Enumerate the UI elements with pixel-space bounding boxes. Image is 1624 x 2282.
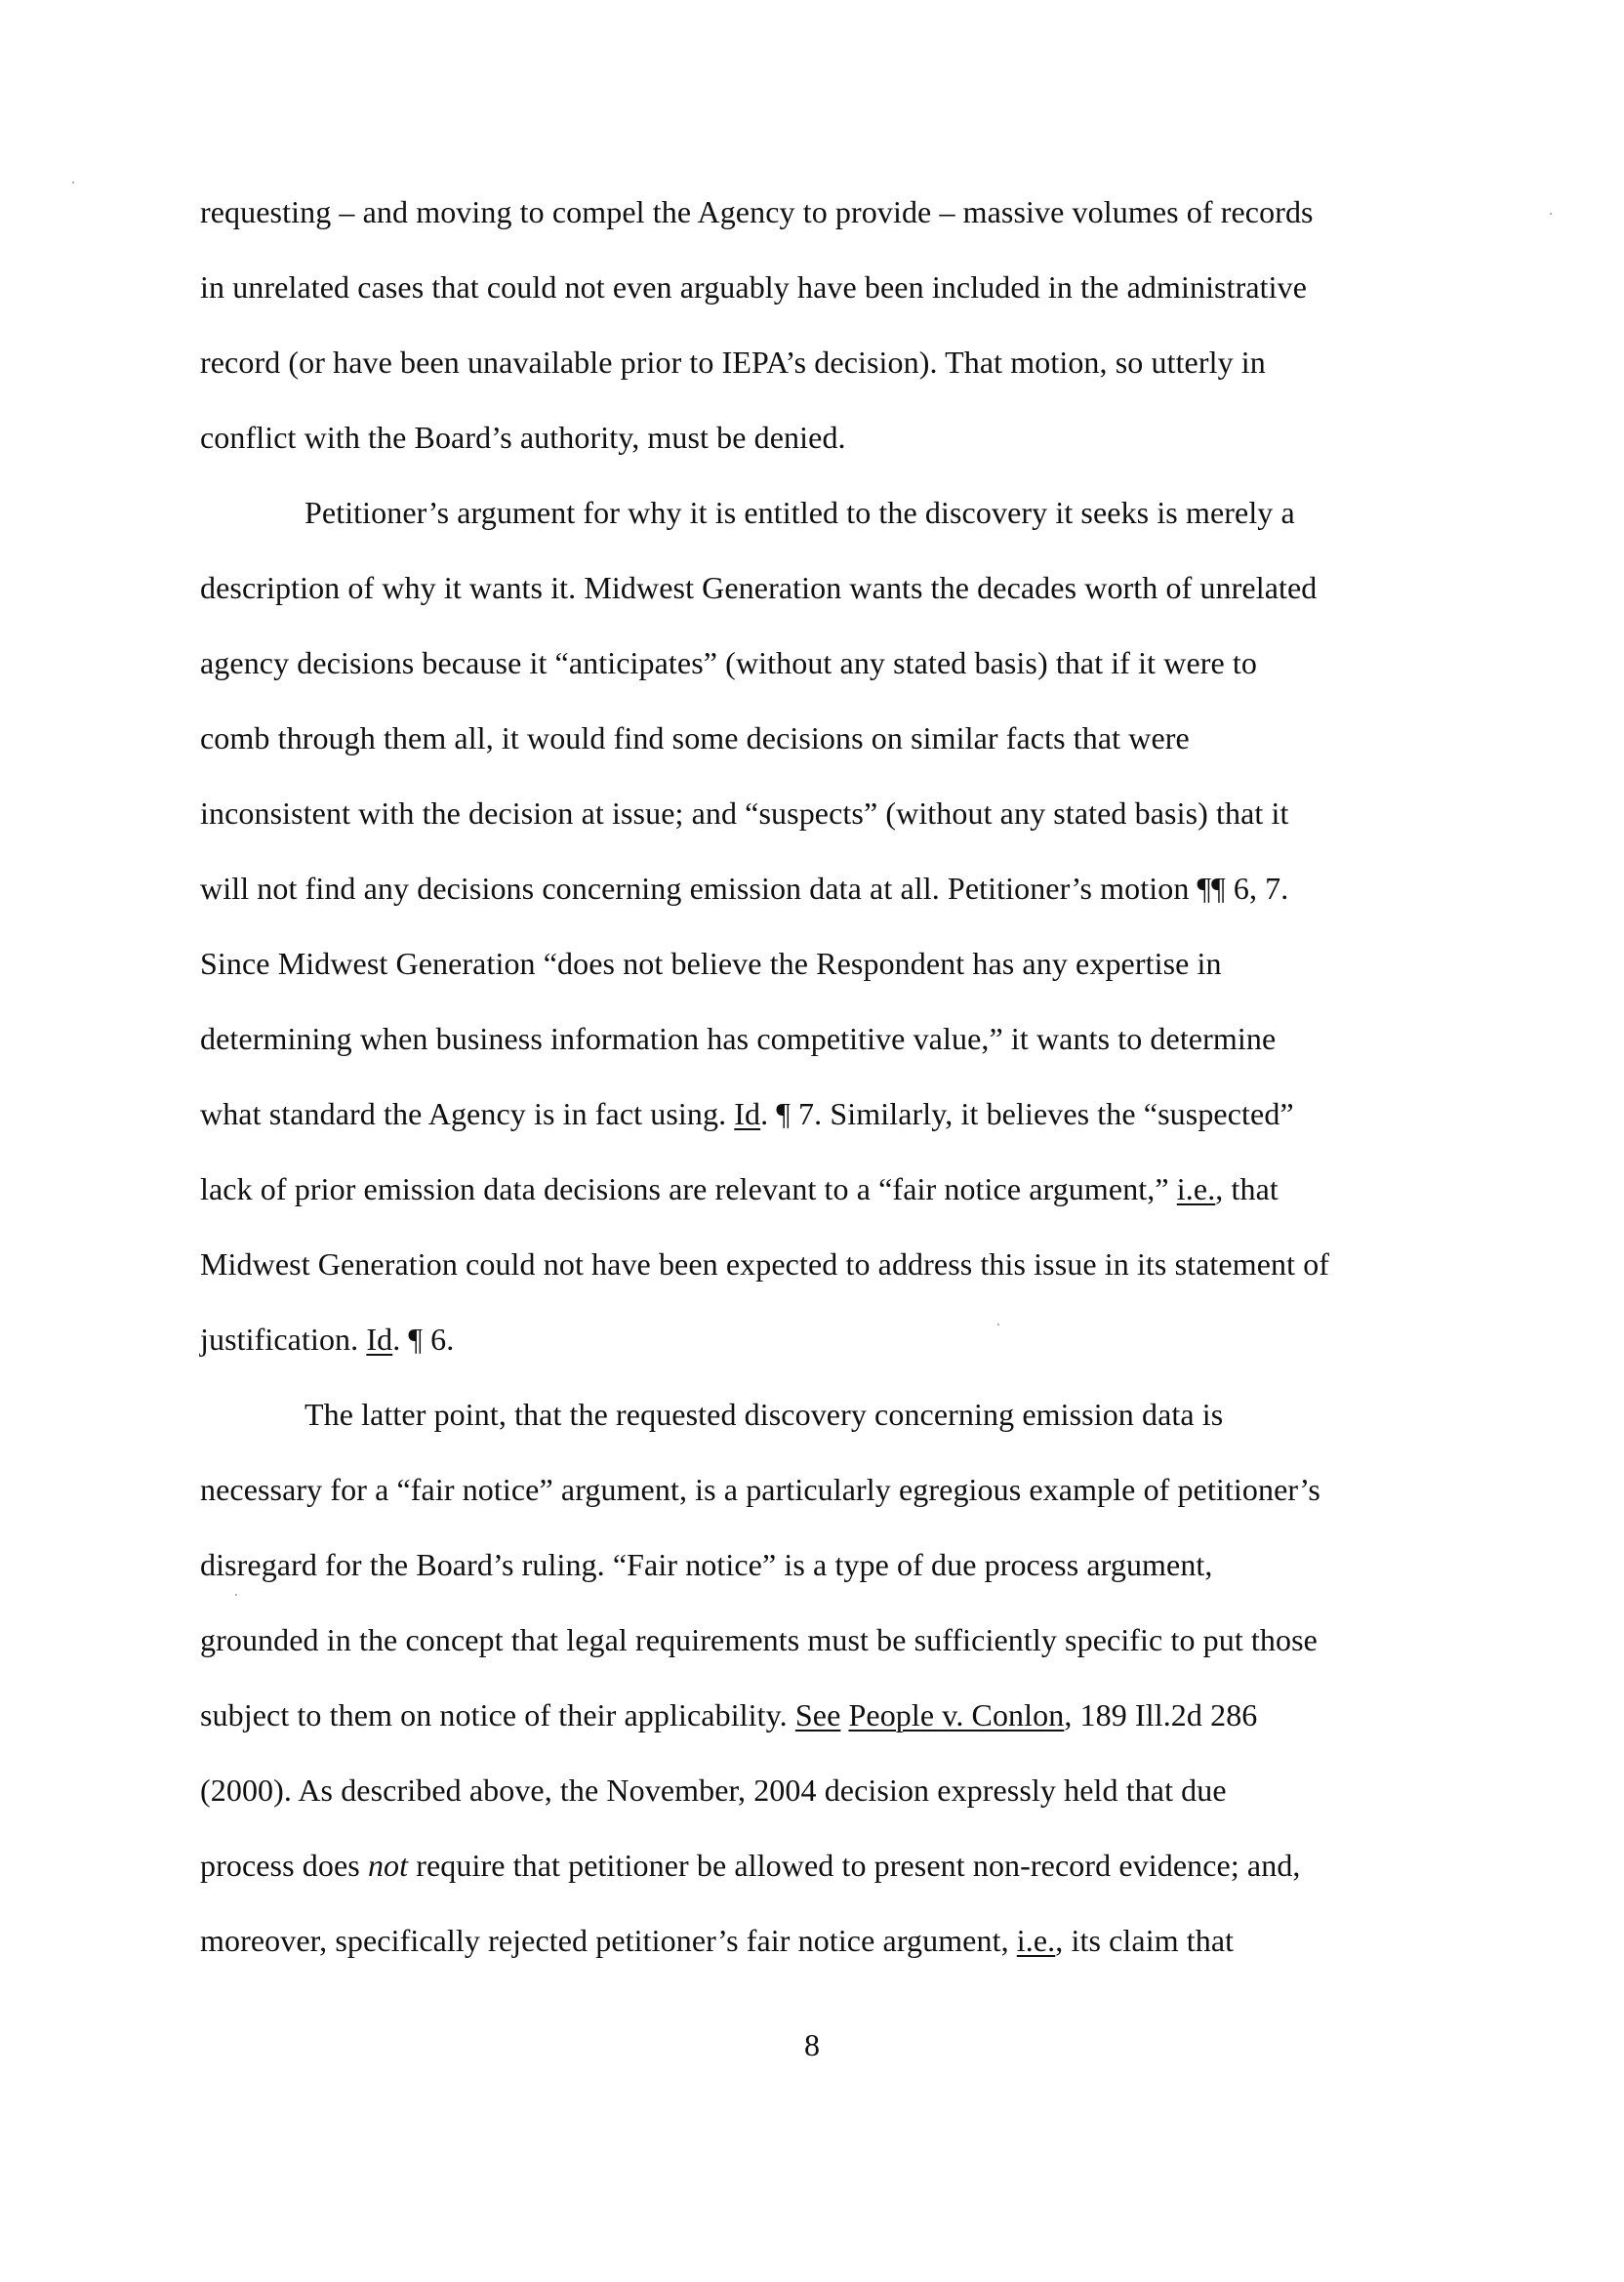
text-run: moreover, specifically rejected petitioner’s fair notice argument, [200, 1923, 1017, 1958]
text-run: , 189 Ill.2d 286 [1064, 1697, 1258, 1732]
text-run: justification. [200, 1322, 367, 1357]
body-text-line: will not find any decisions concerning emission data at all. Petitioner’s motion ¶¶ 6, 7. [200, 871, 1289, 906]
body-text-line: inconsistent with the decision at issue; and “suspects” (without any stated basis) that it [200, 795, 1289, 831]
emphasis-not: not [367, 1848, 409, 1883]
text-run: what standard the Agency is in fact using. [200, 1096, 735, 1131]
citation-see: See [794, 1697, 841, 1732]
citation-ie: i.e. [1016, 1923, 1056, 1958]
text-run: subject to them on notice of their applicability. [200, 1697, 795, 1732]
case-citation: People v. Conlon [848, 1697, 1065, 1732]
scan-speck [235, 1594, 237, 1596]
body-text-line: description of why it wants it. Midwest Generation wants the decades worth of unrelated [200, 570, 1318, 605]
body-text-line [200, 1695, 1257, 1734]
body-text-line: (2000). As described above, the November, 2004 decision expressly held that due [200, 1773, 1227, 1808]
body-text-line [200, 1320, 454, 1359]
body-text-line: determining when business information has competitive value,” it wants to determine [200, 1021, 1277, 1056]
body-text-line: disregard for the Board’s ruling. “Fair notice” is a type of due process argument, [200, 1547, 1213, 1582]
body-text-line [200, 1169, 1279, 1208]
text-run: require that petitioner be allowed to present non-record evidence; and, [408, 1848, 1301, 1883]
text-run [840, 1697, 848, 1732]
body-text-line: necessary for a “fair notice” argument, is a particularly egregious example of petitioner’s [200, 1472, 1320, 1507]
scan-speck [72, 182, 74, 183]
scan-speck [1550, 213, 1552, 215]
body-text-line: requesting – and moving to compel the Agency to provide – massive volumes of records [200, 194, 1314, 229]
body-text-line: grounded in the concept that legal requirements must be sufficiently specific to put those [200, 1622, 1318, 1657]
text-run: . ¶ 6. [392, 1322, 455, 1357]
body-text-line: comb through them all, it would find some decisions on similar facts that were [200, 720, 1190, 755]
citation-ie: i.e. [1176, 1171, 1216, 1206]
body-text-line [200, 1921, 1234, 1960]
scan-speck [997, 1324, 999, 1325]
text-run: , its claim that [1055, 1923, 1235, 1958]
page-number: 8 [804, 2027, 820, 2062]
body-text-line: record (or have been unavailable prior to IEPA’s decision). That motion, so utterly in [200, 345, 1266, 380]
body-text-line: Petitioner’s argument for why it is entitled to the discovery it seeks is merely a [304, 495, 1295, 530]
body-text-line: in unrelated cases that could not even arguably have been included in the administrative [200, 269, 1308, 305]
text-run: lack of prior emission data decisions are relevant to a “fair notice argument,” [200, 1171, 1177, 1206]
body-text-line [200, 1846, 1301, 1885]
citation-id: Id [366, 1322, 393, 1357]
body-text-line [200, 1094, 1294, 1133]
text-run: , that [1215, 1171, 1279, 1206]
body-text-line: conflict with the Board’s authority, must be denied. [200, 420, 846, 455]
text-run: . ¶ 7. Similarly, it believes the “suspected” [760, 1096, 1294, 1131]
body-text-line: agency decisions because it “anticipates” (without any stated basis) that if it were to [200, 645, 1257, 680]
body-text-line: The latter point, that the requested discovery concerning emission data is [304, 1397, 1224, 1432]
body-text-line: Midwest Generation could not have been expected to address this issue in its statement of [200, 1246, 1330, 1282]
text-run: process does [200, 1848, 368, 1883]
citation-id: Id [734, 1096, 761, 1131]
body-text-line: Since Midwest Generation “does not believe the Respondent has any expertise in [200, 946, 1222, 981]
